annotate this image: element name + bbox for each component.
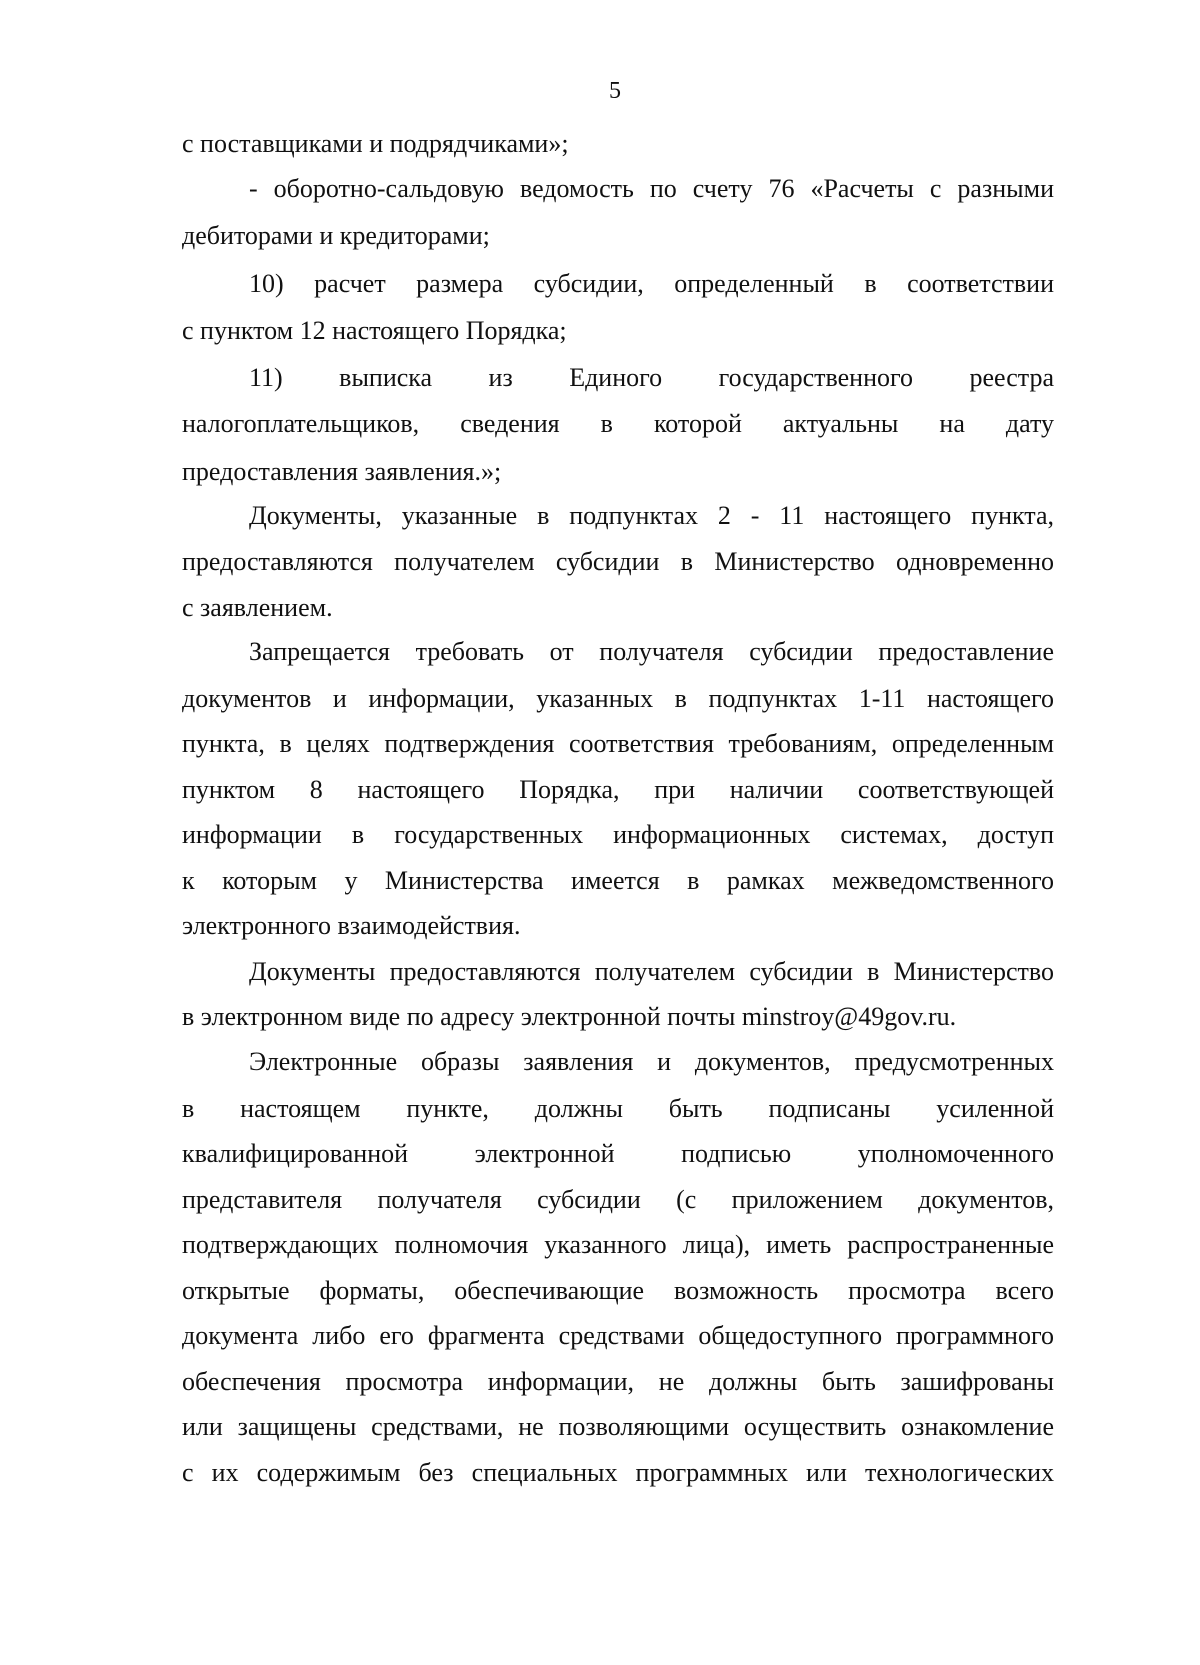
text-line: с заявлением. xyxy=(182,593,333,622)
text-line: Документы предоставляются получателем субсидии в Министерство xyxy=(249,957,1054,986)
text-line: - оборотно-сальдовую ведомость по счету 76 «Расчеты с разными xyxy=(249,174,1054,203)
text-line: с их содержимым без специальных программных или технологических xyxy=(182,1458,1054,1487)
text-line: 11) выписка из Единого государственного реестра xyxy=(249,363,1054,392)
text-line: с поставщиками и подрядчиками»; xyxy=(182,129,569,158)
text-line: предоставляются получателем субсидии в Министерство одновременно xyxy=(182,547,1054,576)
text-line: с пунктом 12 настоящего Порядка; xyxy=(182,316,567,345)
text-line: в настоящем пункте, должны быть подписаны усиленной xyxy=(182,1094,1054,1123)
text-line: Документы, указанные в подпунктах 2 - 11 настоящего пункта, xyxy=(249,501,1054,530)
text-line: в электронном виде по адресу электронной почты minstroy@49gov.ru. xyxy=(182,1002,957,1031)
page-number: 5 xyxy=(609,78,621,104)
text-line: документов и информации, указанных в подпунктах 1-11 настоящего xyxy=(182,684,1054,713)
text-line: документа либо его фрагмента средствами общедоступного программного xyxy=(182,1321,1054,1350)
text-line: подтверждающих полномочия указанного лица), иметь распространенные xyxy=(182,1230,1054,1259)
text-line: или защищены средствами, не позволяющими осуществить ознакомление xyxy=(182,1412,1054,1441)
text-line: Электронные образы заявления и документов, предусмотренных xyxy=(249,1047,1054,1076)
text-line: открытые форматы, обеспечивающие возможность просмотра всего xyxy=(182,1276,1054,1305)
text-line: дебиторами и кредиторами; xyxy=(182,221,490,250)
text-line: пункта, в целях подтверждения соответствия требованиям, определенным xyxy=(182,729,1054,758)
text-line: квалифицированной электронной подписью уполномоченного xyxy=(182,1139,1054,1168)
text-line: информации в государственных информационных системах, доступ xyxy=(182,820,1054,849)
text-line: предоставления заявления.»; xyxy=(182,457,502,486)
text-line: 10) расчет размера субсидии, определенный в соответствии xyxy=(249,269,1054,298)
text-line: обеспечения просмотра информации, не должны быть зашифрованы xyxy=(182,1367,1054,1396)
text-line: налогоплательщиков, сведения в которой актуальны на дату xyxy=(182,409,1054,438)
text-line: представителя получателя субсидии (с приложением документов, xyxy=(182,1185,1054,1214)
text-line: электронного взаимодействия. xyxy=(182,911,521,940)
text-line: пунктом 8 настоящего Порядка, при наличии соответствующей xyxy=(182,775,1054,804)
text-line: к которым у Министерства имеется в рамках межведомственного xyxy=(182,866,1054,895)
text-line: Запрещается требовать от получателя субсидии предоставление xyxy=(249,637,1054,666)
